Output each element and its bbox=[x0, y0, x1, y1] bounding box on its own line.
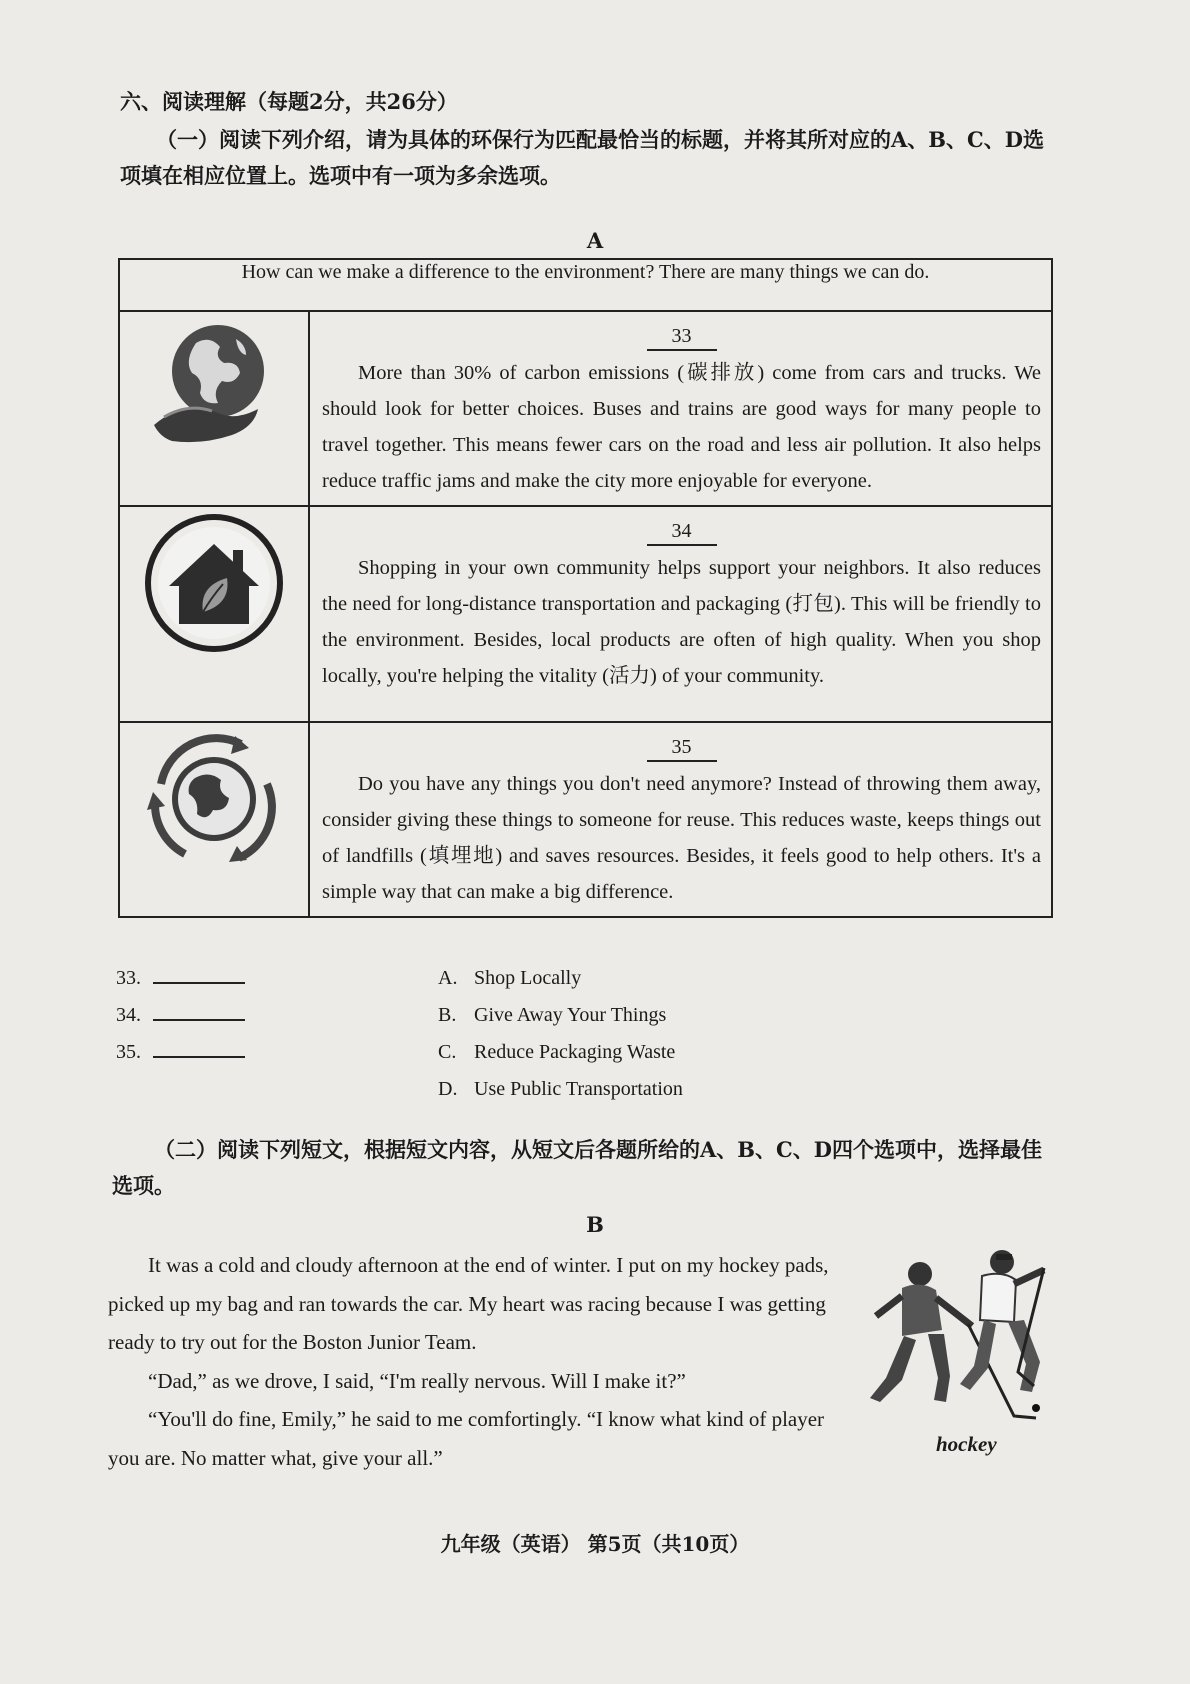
passage-a-label: A bbox=[586, 228, 604, 253]
row-text-cell bbox=[309, 722, 1052, 917]
row-icon-cell bbox=[119, 506, 309, 722]
option-letter: D. bbox=[438, 1078, 458, 1100]
option-letter: C. bbox=[438, 1041, 457, 1063]
row-paragraph: More than 30% of carbon emissions (碳排放) come from cars and trucks. We should look for better choices. Buses and trains are good ways for many people to travel together. This means fewer cars on the road and less air pollution. It also helps reduce traffic jams and make the city more enjoyable for everyone. bbox=[322, 362, 1041, 492]
story-paragraph: “Dad,” as we drove, I said, “I'm really nervous. Will I make it?” bbox=[148, 1368, 686, 1393]
answer-line bbox=[116, 960, 245, 997]
image-caption: hockey bbox=[936, 1432, 997, 1456]
options-list bbox=[438, 960, 683, 1108]
recycle-globe-icon bbox=[139, 724, 289, 874]
hockey-players-image bbox=[858, 1240, 1068, 1430]
option-item bbox=[438, 1034, 683, 1071]
row-paragraph: Shopping in your own community helps support your neighbors. It also reduces the need for long-distance transportation and packaging (打包). This will be friendly to the environment. Besides, local products are often of high quality. When you shop locally, you're helping the vitality (活力) of your community. bbox=[322, 557, 1041, 687]
row-icon-cell bbox=[119, 311, 309, 506]
story-paragraph: “You'll do fine, Emily,” he said to me comfortingly. “I know what kind of player you are. No matter what, give your all.” bbox=[108, 1407, 825, 1470]
table-intro: How can we make a difference to the environment? There are many things we can do. bbox=[119, 259, 1052, 311]
answer-blank[interactable] bbox=[153, 997, 245, 1021]
part-one-instruction: （一）阅读下列介绍，请为具体的环保行为匹配最恰当的标题，并将其所对应的A、B、C、D选项填在相应位置上。选项中有一项为多余选项。 bbox=[120, 127, 1044, 188]
option-item bbox=[438, 960, 683, 997]
answer-label: 34. bbox=[116, 1004, 141, 1026]
answer-blank[interactable] bbox=[153, 960, 245, 984]
table-row bbox=[119, 311, 1052, 506]
row-icon-cell bbox=[119, 722, 309, 917]
passage-b-text bbox=[108, 1246, 840, 1477]
option-item bbox=[438, 1071, 683, 1108]
option-text: Use Public Transportation bbox=[474, 1078, 683, 1100]
blank-number: 33 bbox=[647, 324, 717, 351]
option-text: Reduce Packaging Waste bbox=[474, 1041, 676, 1063]
answer-label: 33. bbox=[116, 967, 141, 989]
table-row bbox=[119, 722, 1052, 917]
passage-b-label: B bbox=[586, 1212, 604, 1237]
answer-line bbox=[116, 1034, 245, 1071]
story-paragraph: It was a cold and cloudy afternoon at the end of winter. I put on my hockey pads, picked up my bag and ran towards the car. My heart was racing because I was getting ready to try out for the Boston Junior Team. bbox=[108, 1253, 829, 1354]
blank-number: 34 bbox=[647, 519, 717, 546]
row-text-cell bbox=[309, 311, 1052, 506]
table-row bbox=[119, 506, 1052, 722]
page-footer: 九年级（英语） 第5页（共10页） bbox=[440, 1532, 750, 1556]
house-leaf-icon bbox=[139, 508, 289, 658]
answer-label: 35. bbox=[116, 1041, 141, 1063]
answer-blank[interactable] bbox=[153, 1034, 245, 1058]
globe-in-hand-icon bbox=[144, 313, 284, 453]
part-two-instruction: （二）阅读下列短文，根据短文内容，从短文后各题所给的A、B、C、D四个选项中，选择最佳选项。 bbox=[112, 1137, 1042, 1198]
environment-table bbox=[118, 258, 1053, 918]
option-item bbox=[438, 997, 683, 1034]
row-paragraph: Do you have any things you don't need anymore? Instead of throwing them away, consider giving these things to someone for reuse. This reduces waste, keeps things out of landfills (填埋地) and saves resources. Besides, it feels good to help others. It's a simple way that can make a big difference. bbox=[322, 773, 1041, 903]
row-text-cell bbox=[309, 506, 1052, 722]
blank-number: 35 bbox=[647, 735, 717, 762]
answer-line bbox=[116, 997, 245, 1034]
option-text: Give Away Your Things bbox=[474, 1004, 667, 1026]
section-title: 六、阅读理解（每题2分，共26分） bbox=[120, 89, 458, 114]
option-text: Shop Locally bbox=[474, 967, 582, 989]
answer-blanks bbox=[116, 960, 245, 1071]
option-letter: B. bbox=[438, 1004, 457, 1026]
option-letter: A. bbox=[438, 967, 458, 989]
